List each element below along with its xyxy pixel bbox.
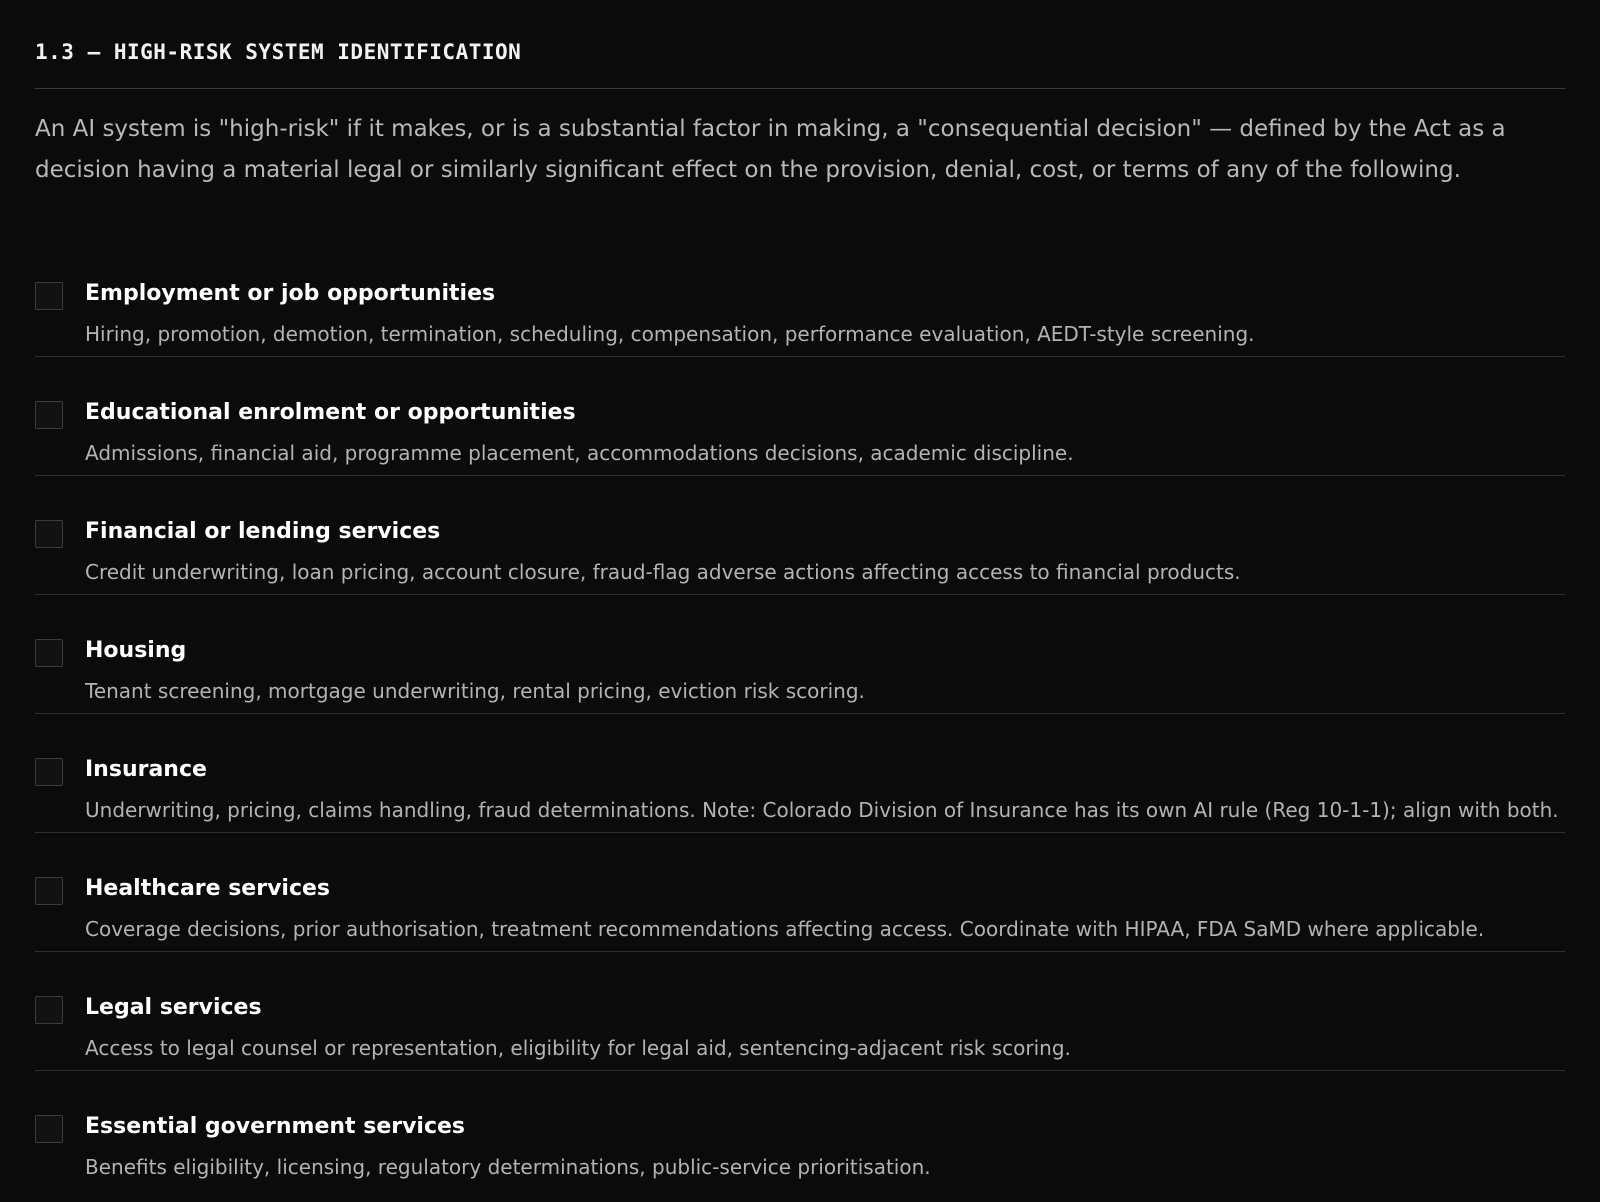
checkbox[interactable] (35, 996, 63, 1024)
criterion-financial[interactable] (35, 476, 1565, 595)
section-title: 1.3 — HIGH-RISK SYSTEM IDENTIFICATION (35, 0, 1565, 89)
criterion-title: Insurance (85, 757, 207, 782)
criterion-housing[interactable] (35, 595, 1565, 714)
criterion-title: Educational enrolment or opportunities (85, 400, 576, 425)
criterion-title: Housing (85, 638, 187, 663)
criterion-description: Hiring, promotion, demotion, termination, scheduling, compensation, performance evaluation, AEDT-style screening. (85, 322, 1255, 346)
criterion-description: Admissions, financial aid, programme placement, accommodations decisions, academic discipline. (85, 441, 1074, 465)
criterion-education[interactable] (35, 357, 1565, 476)
checkbox[interactable] (35, 758, 63, 786)
criterion-healthcare[interactable] (35, 833, 1565, 952)
checkbox[interactable] (35, 401, 63, 429)
criterion-legal[interactable] (35, 952, 1565, 1071)
checkbox[interactable] (35, 282, 63, 310)
criterion-title: Employment or job opportunities (85, 281, 496, 306)
section-intro: An AI system is "high-risk" if it makes, or is a substantial factor in making, a "consequential decision" — defined by the Act as a decision having a material legal or similarly significant effect on the provision, denial, cost, or terms of any of the following. (35, 116, 1506, 183)
criterion-description: Access to legal counsel or representation, eligibility for legal aid, sentencing-adjacent risk scoring. (85, 1036, 1071, 1060)
criterion-description: Credit underwriting, loan pricing, account closure, fraud-flag adverse actions affecting access to financial products. (85, 560, 1241, 584)
criterion-government[interactable] (35, 1071, 1565, 1190)
high-risk-identification-section (35, 0, 1565, 1190)
checkbox[interactable] (35, 877, 63, 905)
criterion-title: Financial or lending services (85, 519, 441, 544)
criterion-title: Healthcare services (85, 876, 331, 901)
criterion-description: Underwriting, pricing, claims handling, fraud determinations. Note: Colorado Division of Insurance has its own AI rule (Reg 10-1-1); align with both. (85, 798, 1559, 822)
criteria-list (35, 238, 1565, 1190)
criterion-description: Benefits eligibility, licensing, regulatory determinations, public-service prioritisation. (85, 1155, 931, 1179)
criterion-description: Tenant screening, mortgage underwriting, rental pricing, eviction risk scoring. (85, 679, 865, 703)
checkbox[interactable] (35, 639, 63, 667)
criterion-description: Coverage decisions, prior authorisation, treatment recommendations affecting access. Coordinate with HIPAA, FDA SaMD where applicable. (85, 917, 1485, 941)
checkbox[interactable] (35, 1115, 63, 1143)
criterion-title: Essential government services (85, 1114, 466, 1139)
checkbox[interactable] (35, 520, 63, 548)
criterion-employment[interactable] (35, 238, 1565, 357)
criterion-title: Legal services (85, 995, 262, 1020)
criterion-insurance[interactable] (35, 714, 1565, 833)
